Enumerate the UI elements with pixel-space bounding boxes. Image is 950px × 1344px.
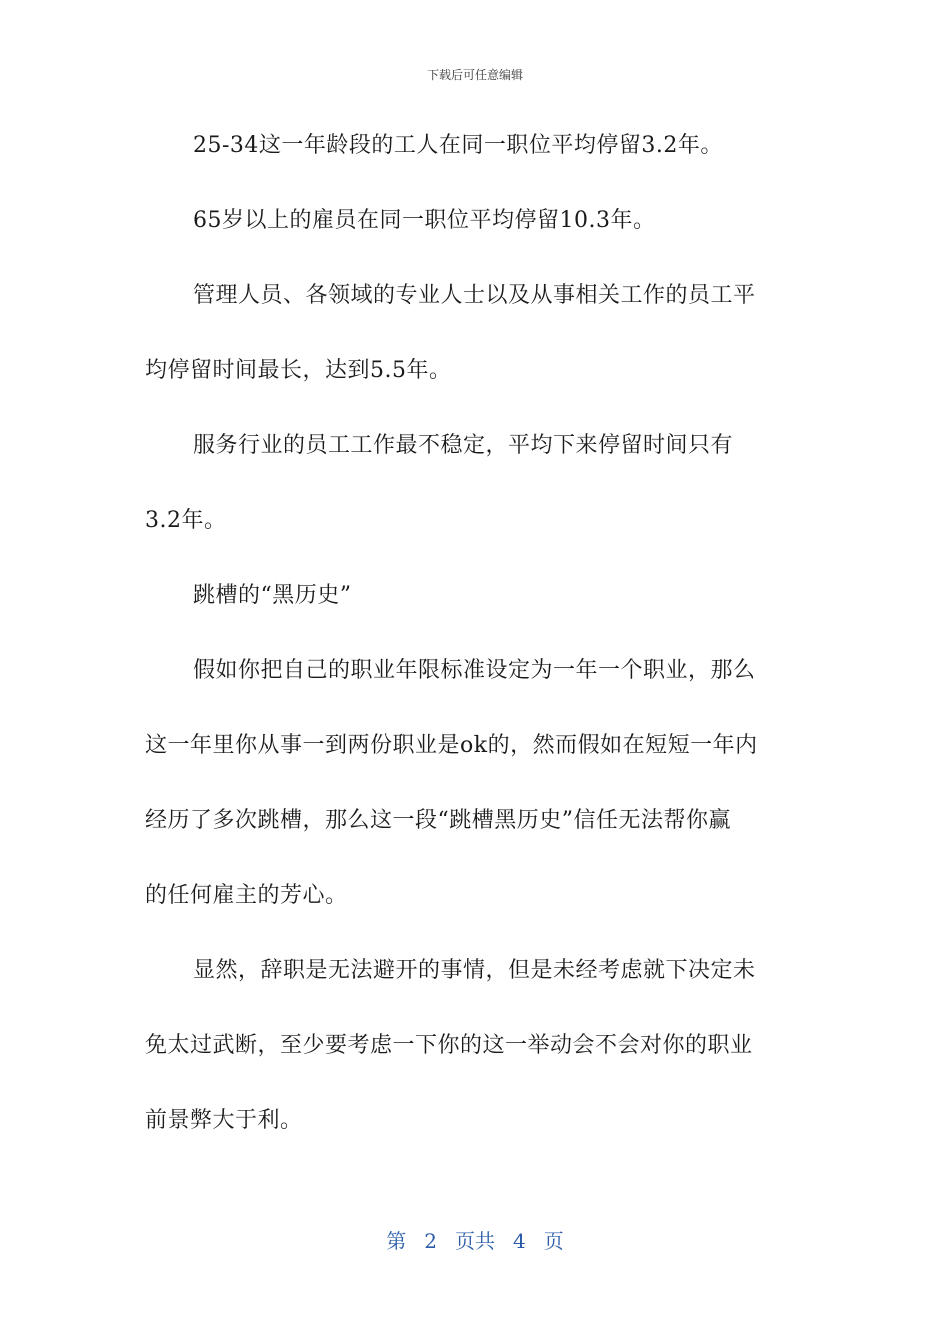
- paragraph-line: 显然，辞职是无法避开的事情，但是未经考虑就下决定未: [193, 958, 756, 983]
- paragraph-line: 经历了多次跳槽，那么这一段“跳槽黑历史”信任无法帮你赢: [145, 808, 731, 833]
- paragraph-line: 服务行业的员工工作最不稳定，平均下来停留时间只有: [193, 433, 734, 458]
- page-header-note: 下载后可任意编辑: [426, 68, 523, 82]
- section-heading: 跳槽的“黑历史”: [193, 583, 352, 608]
- paragraph-line: 25-34这一年龄段的工人在同一职位平均停留3.2年。: [193, 133, 723, 158]
- current-page-number: 2: [424, 1229, 437, 1253]
- page-label-prefix: 第: [386, 1229, 407, 1253]
- page-label-mid: 页共: [455, 1229, 495, 1253]
- paragraph-line: 前景弊大于利。: [145, 1108, 303, 1133]
- paragraph-line: 这一年里你从事一到两份职业是ok的，然而假如在短短一年内: [145, 733, 758, 758]
- paragraph-line: 假如你把自己的职业年限标准设定为一年一个职业，那么: [193, 658, 756, 683]
- total-pages-number: 4: [513, 1229, 526, 1253]
- document-body: [145, 127, 805, 1177]
- paragraph-line: 3.2年。: [145, 508, 227, 533]
- page-number-footer: [0, 1225, 950, 1254]
- paragraph-line: 均停留时间最长，达到5.5年。: [145, 358, 452, 383]
- paragraph-line: 管理人员、各领域的专业人士以及从事相关工作的员工平: [193, 283, 756, 308]
- paragraph-line: 的任何雇主的芳心。: [145, 883, 348, 908]
- page-label-suffix: 页: [543, 1229, 564, 1253]
- paragraph-line: 免太过武断，至少要考虑一下你的这一举动会不会对你的职业: [145, 1033, 753, 1058]
- paragraph-line: 65岁以上的雇员在同一职位平均停留10.3年。: [193, 208, 656, 233]
